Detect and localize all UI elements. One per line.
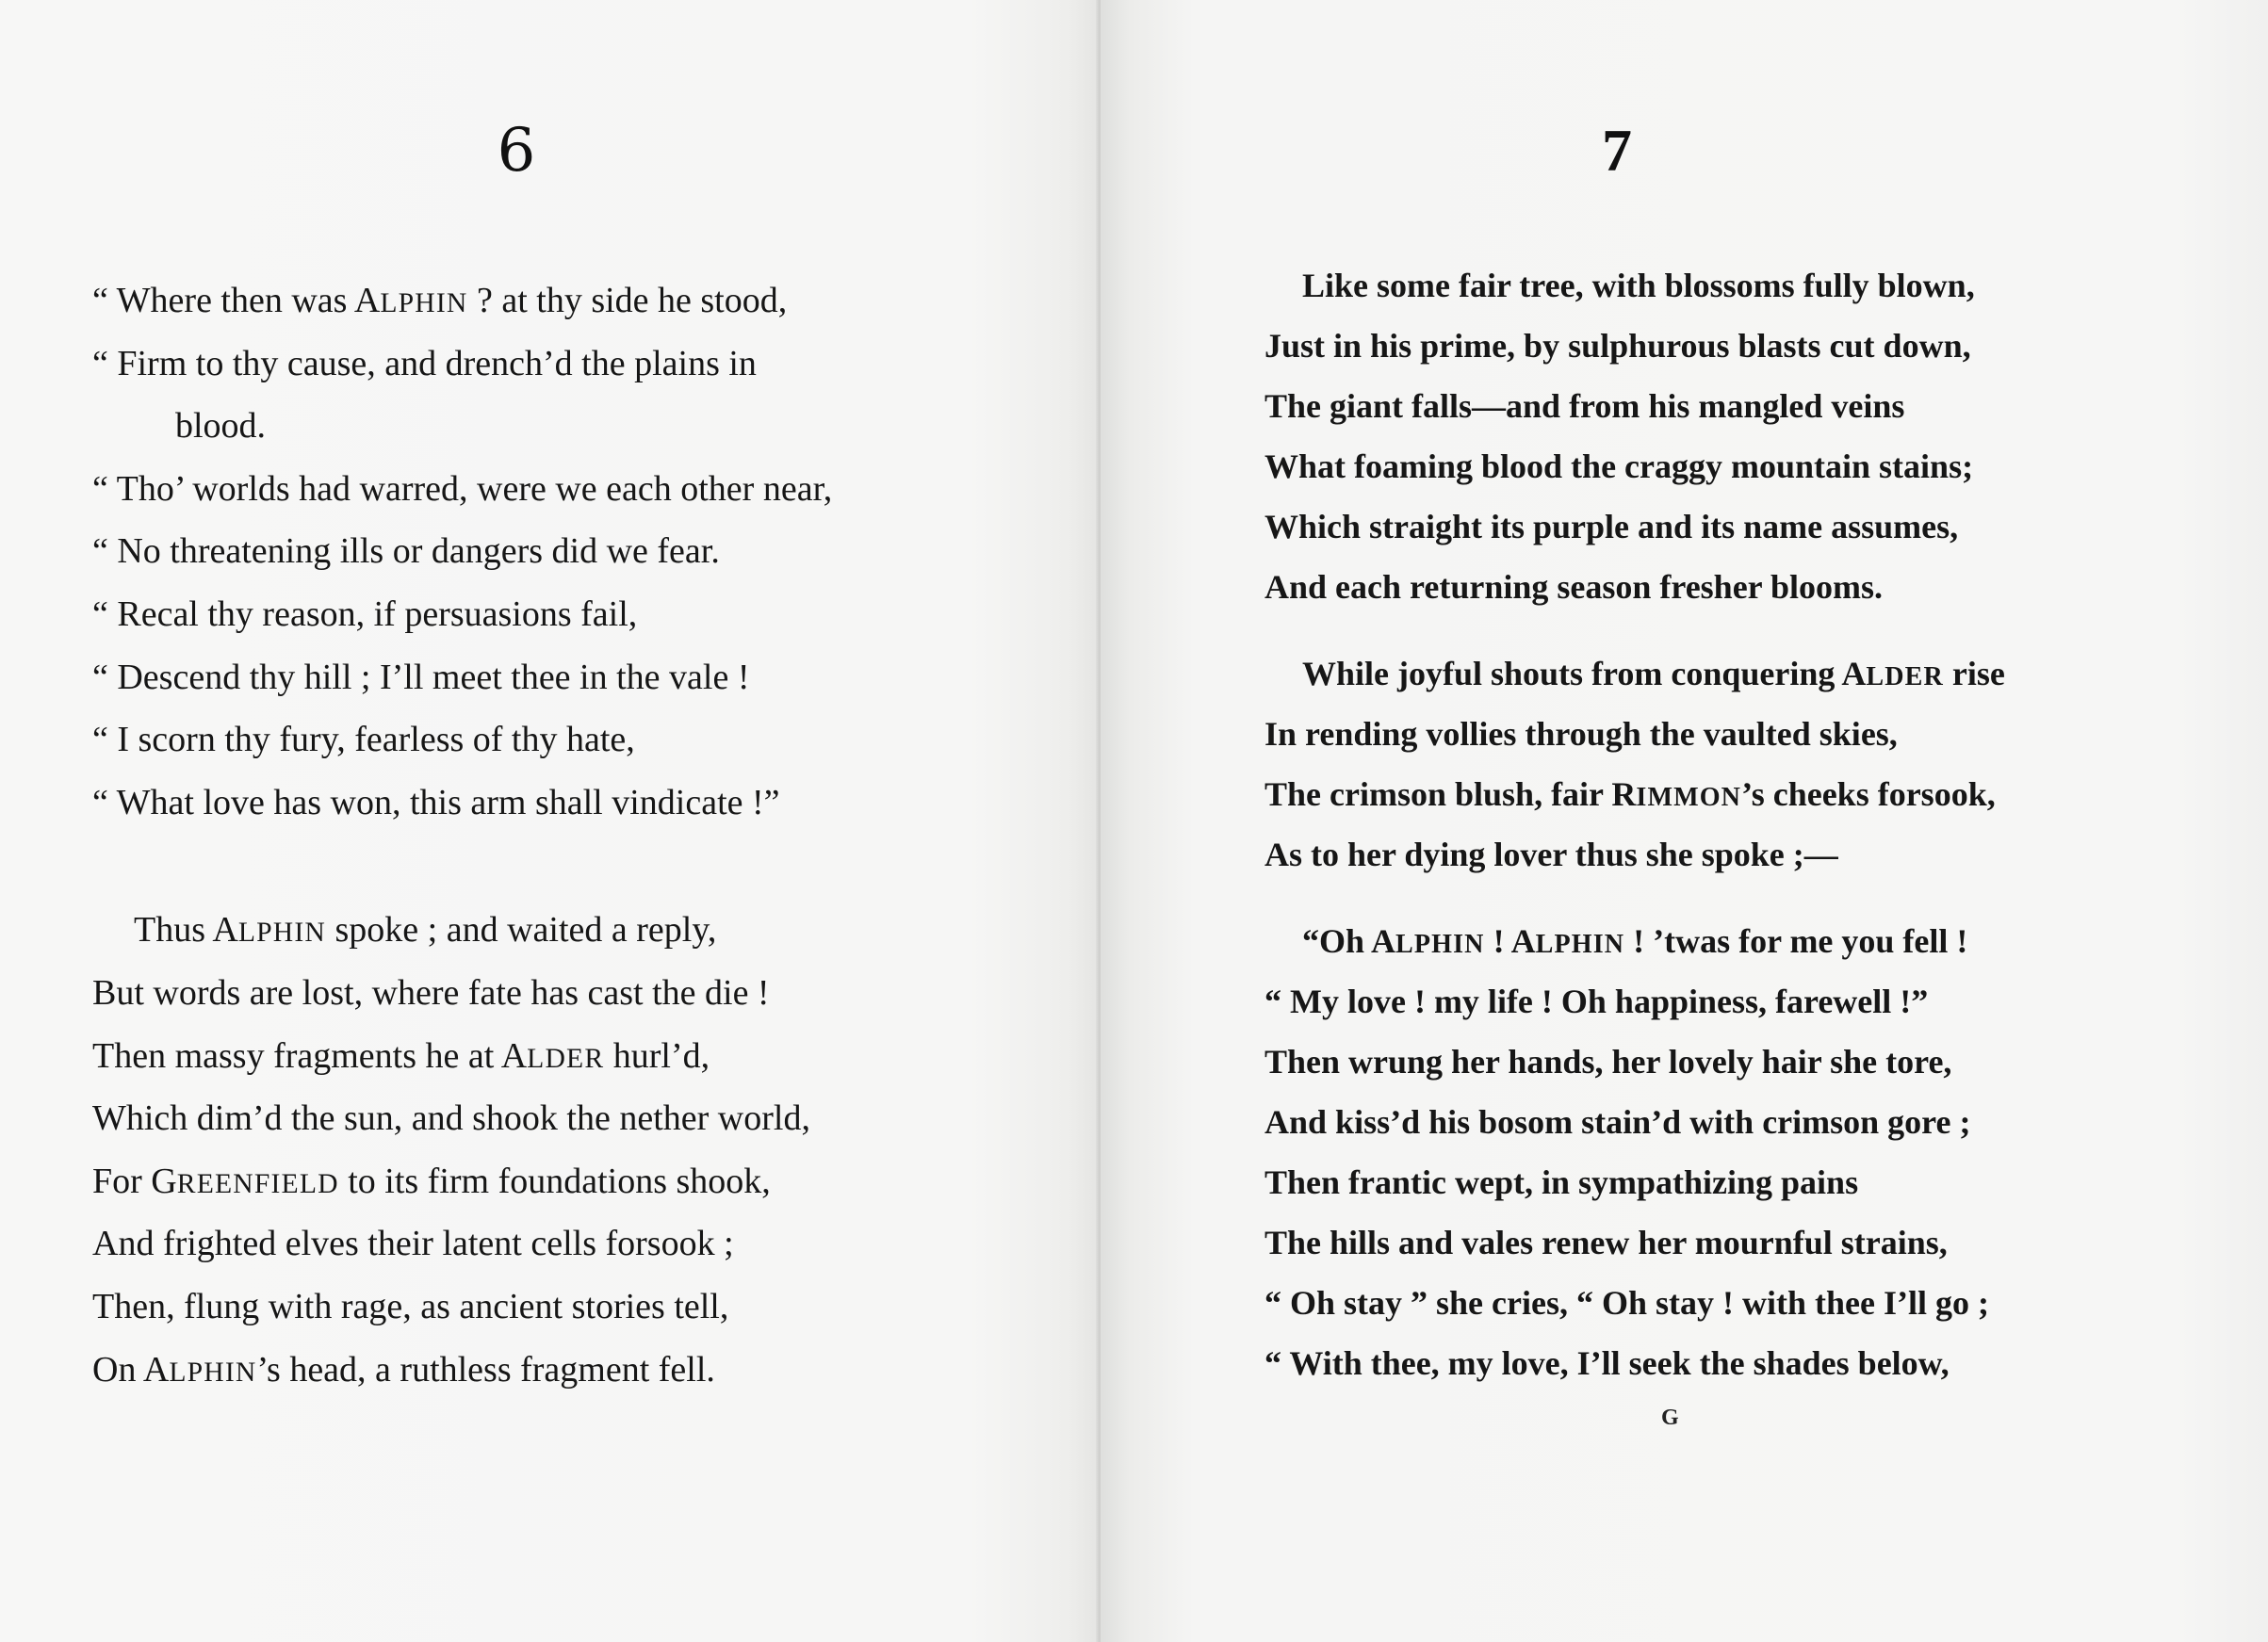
left-page (0, 0, 1101, 1642)
poem-line: But words are lost, where fate has cast the die ! (92, 973, 770, 1013)
poem-line: “ Recal thy reason, if persuasions fail, (92, 594, 638, 634)
poem-line: As to her dying lover thus she spoke ;— (1265, 836, 1838, 873)
poem-line: Then massy fragments he at ALDER hurl’d, (92, 1036, 710, 1076)
poem-line: “ No threatening ills or dangers did we fear. (92, 531, 720, 571)
poem-line: The crimson blush, fair RIMMON’s cheeks forsook, (1265, 775, 1996, 813)
right-page (1101, 0, 2268, 1642)
poem-line: Just in his prime, by sulphurous blasts cut down, (1265, 327, 1971, 365)
poem-line: Then, flung with rage, as ancient stories tell, (92, 1287, 729, 1326)
poem-line: Which straight its purple and its name assumes, (1265, 508, 1959, 545)
poem-line: And kiss’d his bosom stain’d with crimson gore ; (1265, 1103, 1971, 1141)
poem-line: Which dim’d the sun, and shook the nether world, (92, 1098, 810, 1138)
signature-mark: G (1661, 1406, 1679, 1430)
poem-line: “ Firm to thy cause, and drench’d the plains in (92, 344, 757, 383)
poem-line: “ I scorn thy fury, fearless of thy hate, (92, 720, 635, 759)
poem-line: “ Oh stay ” she cries, “ Oh stay ! with thee I’ll go ; (1265, 1284, 1989, 1322)
poem-line: On ALPHIN’s head, a ruthless fragment fell. (92, 1350, 715, 1390)
poem-line: And frighted elves their latent cells forsook ; (92, 1224, 734, 1263)
page-number: 7 (1602, 117, 1632, 184)
poem-line: “ Tho’ worlds had warred, were we each other near, (92, 469, 833, 509)
poem-line: “ What love has won, this arm shall vindicate !” (92, 783, 780, 822)
poem-line: Then frantic wept, in sympathizing pains (1265, 1163, 1859, 1201)
poem-line: “ With thee, my love, I’ll seek the shades below, (1265, 1344, 1950, 1382)
poem-line: Thus ALPHIN spoke ; and waited a reply, (134, 910, 717, 950)
poem-line: “ Descend thy hill ; I’ll meet thee in the vale ! (92, 658, 750, 697)
poem-line: Then wrung her hands, her lovely hair she tore, (1265, 1043, 1952, 1081)
poem-line: “Oh ALPHIN ! ALPHIN ! ’twas for me you fell ! (1302, 922, 1968, 960)
poem-line: In rending vollies through the vaulted skies, (1265, 715, 1898, 753)
poem-line: While joyful shouts from conquering ALDER rise (1302, 655, 2005, 692)
poem-line: “ My love ! my life ! Oh happiness, farewell !” (1265, 983, 1929, 1020)
poem-line: And each returning season fresher blooms. (1265, 568, 1884, 606)
poem-line: The hills and vales renew her mournful strains, (1265, 1224, 1948, 1261)
poem-line: The giant falls—and from his mangled veins (1265, 387, 1905, 425)
poem-line: blood. (175, 406, 267, 446)
page-number: 6 (497, 116, 536, 186)
poem-line: For GREENFIELD to its firm foundations shook, (92, 1162, 771, 1201)
poem-line: What foaming blood the craggy mountain stains; (1265, 447, 1974, 485)
poem-line: “ Where then was ALPHIN ? at thy side he stood, (92, 281, 788, 320)
poem-line: Like some fair tree, with blossoms fully blown, (1302, 267, 1975, 304)
